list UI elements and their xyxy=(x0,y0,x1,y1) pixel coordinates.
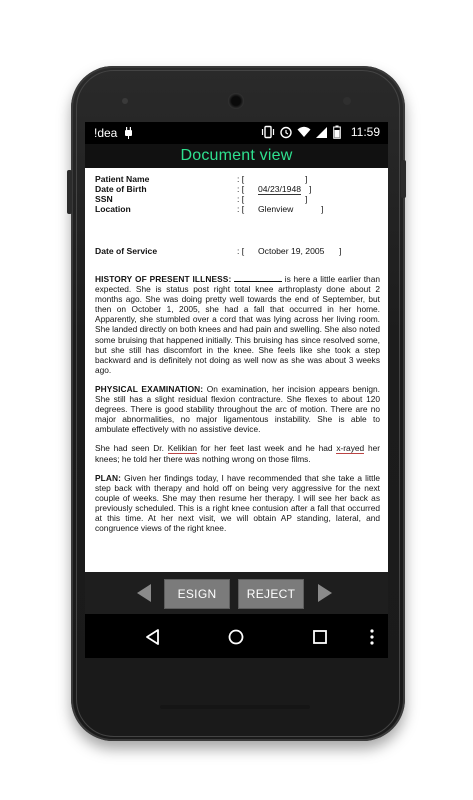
alarm-icon xyxy=(279,125,291,139)
dob-label: Date of Birth xyxy=(95,184,147,194)
wifi-icon xyxy=(297,125,309,139)
reject-button[interactable]: REJECT xyxy=(238,579,304,609)
ssn-label: SSN xyxy=(95,194,113,204)
location-bracket: : [ xyxy=(237,204,245,214)
exam-text: On examination, her incision appears benign. She still has a slight residual flexion contracture. She flexes to about 120 degrees. There is good stability throughout the arc of motion. There are no major abnormalities, no major ligamentous instability. She is able to ambulate effectively with no assistive device. xyxy=(95,383,380,435)
volume-button xyxy=(67,170,72,214)
seen-paragraph xyxy=(95,443,380,463)
dob-value: 04/23/1948 xyxy=(258,184,302,194)
seen-text-before: She had seen Dr. xyxy=(95,443,168,454)
date-of-service-row xyxy=(95,246,380,274)
ssn-bracket: : [ xyxy=(237,194,245,204)
android-debug-icon xyxy=(123,126,135,140)
overflow-menu-icon[interactable] xyxy=(367,627,387,647)
patient-name-blank xyxy=(234,274,282,282)
recent-apps-icon[interactable] xyxy=(310,627,330,647)
exam-heading: PHYSICAL EXAMINATION: xyxy=(95,383,204,394)
carrier-label: !dea xyxy=(94,126,118,140)
phone-screen xyxy=(85,122,388,658)
page-title: Document view xyxy=(180,147,293,164)
signal-icon xyxy=(315,125,327,139)
location-label: Location xyxy=(95,204,131,214)
seen-text-middle: for her feet last week and he had xyxy=(196,443,337,454)
patient-name-label: Patient Name xyxy=(95,174,150,184)
dob-bracket-close: ] xyxy=(309,184,312,194)
doctor-name: Kelikian xyxy=(167,443,197,454)
earpiece-speaker xyxy=(228,93,244,109)
exam-paragraph xyxy=(95,384,380,434)
service-bracket-close: ] xyxy=(339,246,342,256)
next-arrow-icon[interactable] xyxy=(318,584,332,602)
patient-name-bracket: : [ xyxy=(237,174,245,184)
plan-heading: PLAN: xyxy=(95,472,121,483)
title-bar xyxy=(85,144,388,168)
status-bar xyxy=(85,122,388,144)
front-camera xyxy=(343,97,351,105)
document-view[interactable] xyxy=(85,168,388,572)
previous-arrow-icon[interactable] xyxy=(137,584,151,602)
action-bar xyxy=(85,572,388,614)
history-paragraph xyxy=(95,274,380,375)
patient-header xyxy=(95,174,380,246)
history-text: is here a little earlier than expected. She is status post right total knee arthroplasty done about 2 months ago. She was doing pretty well towards the end of September, but then on October 1, 2005, she had a fall that occurred in her home. Apparently, she stumbled over a cord that was lying across her living room. She landed directly on both knees and had pain and swelling. She also noted some bruising that happened initially. This bruising has since resolved some, but she still has discomfort in the knee. She feels like she took a step backward and is definitely not doing as well now as she was about 3 weeks ago. xyxy=(95,274,380,375)
vibrate-icon xyxy=(261,125,273,139)
plan-paragraph xyxy=(95,473,380,534)
seen-text-after: her knees; he told her there was nothing wrong on those films. xyxy=(95,443,381,464)
front-sensor xyxy=(122,98,128,104)
service-bracket: : [ xyxy=(237,246,245,256)
back-icon[interactable] xyxy=(143,627,163,647)
battery-icon xyxy=(333,125,345,139)
power-button xyxy=(401,160,406,198)
clock-time: 11:59 xyxy=(350,125,380,139)
history-heading: HISTORY OF PRESENT ILLNESS: xyxy=(95,274,232,284)
location-bracket-close: ] xyxy=(321,204,324,214)
system-nav-bar xyxy=(85,616,388,658)
bottom-speaker-grille xyxy=(160,705,310,709)
plan-text: Given her findings today, I have recommended that she take a little step back with therapy and hold off on being very aggressive for the next couple of weeks. She may then resume her therapy. I will see her back as previously scheduled. This is a right knee contusion after a fall that occurred at this time. At her next visit, we will obtain AP standing, lateral, and congruence views of the right knee. xyxy=(95,472,380,534)
home-icon[interactable] xyxy=(226,627,246,647)
dob-bracket: : [ xyxy=(237,184,245,194)
service-value: October 19, 2005 xyxy=(258,246,325,256)
patient-name-bracket-close: ] xyxy=(305,174,308,184)
service-label: Date of Service xyxy=(95,246,158,256)
esign-button[interactable]: ESIGN xyxy=(164,579,230,609)
xrayed-word: x-rayed xyxy=(336,443,365,454)
location-value: Glenview xyxy=(258,204,294,214)
ssn-bracket-close: ] xyxy=(305,194,308,204)
